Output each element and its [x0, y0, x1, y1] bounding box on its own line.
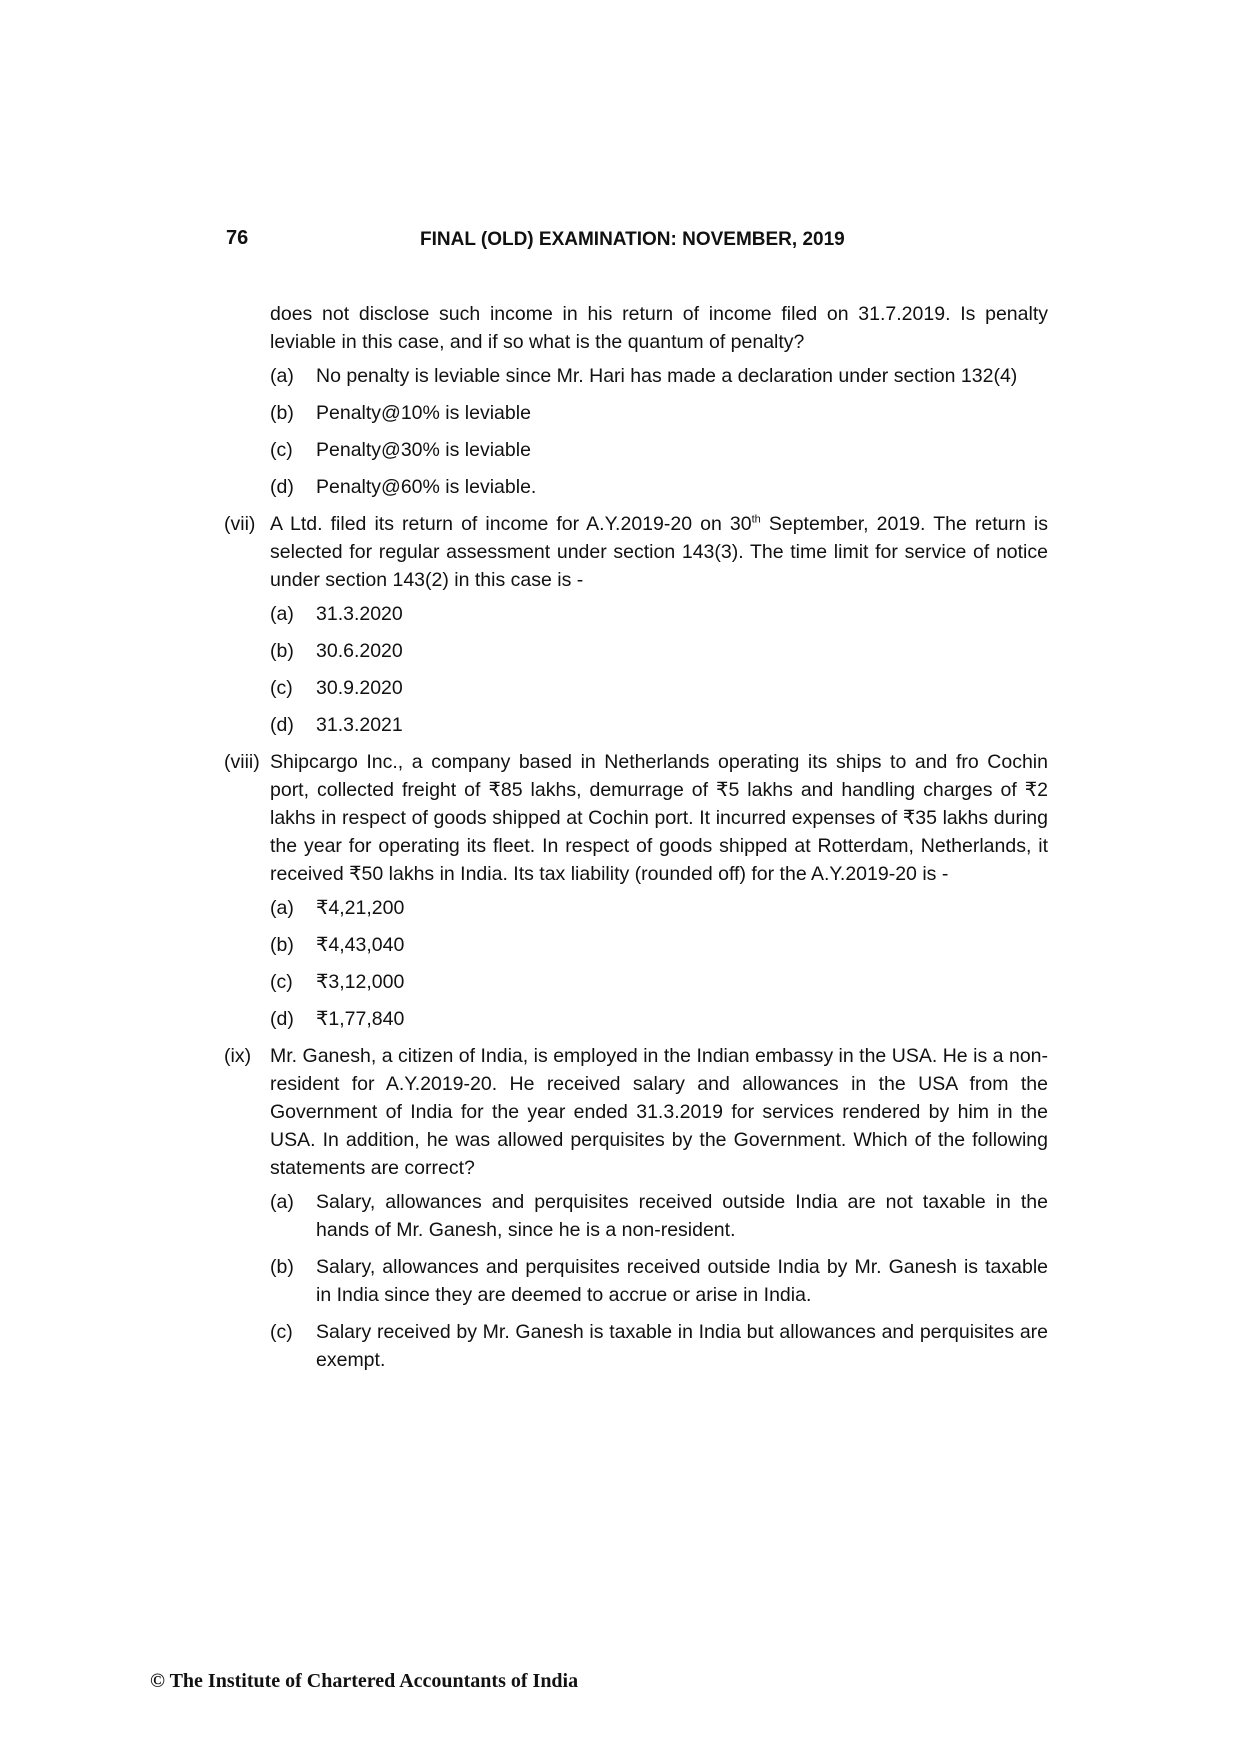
option: [270, 600, 1048, 628]
option-label: (a): [270, 603, 294, 625]
page-title: FINAL (OLD) EXAMINATION: NOVEMBER, 2019: [420, 229, 845, 250]
option-label: (a): [270, 365, 294, 387]
question-vii-options: [224, 600, 1048, 739]
question-text-part1: A Ltd. filed its return of income for A.Y.2019-20 on 30: [270, 513, 752, 535]
option: [270, 637, 1048, 665]
question-text: [270, 510, 1048, 594]
option-label: (c): [270, 1321, 293, 1343]
option-text: ₹4,43,040: [316, 934, 405, 956]
option-text: 31.3.2021: [316, 714, 403, 736]
option-label: (d): [270, 714, 294, 736]
option-label: (b): [270, 402, 294, 424]
question-number: (viii): [224, 751, 260, 773]
option: [270, 399, 1048, 427]
question-ix-options: [224, 1188, 1048, 1374]
question-text: Mr. Ganesh, a citizen of India, is employed in the Indian embassy in the USA. He is a non-resident for A.Y.2019-20. He received salary and allowances in the USA from the Government of India for the year ended 31.3.2019 for services rendered by him in the USA. In addition, he was allowed perquisites by the Government. Which of the following statements are correct?: [270, 1045, 1048, 1179]
question-text-part2: September, 2019. The return is selected for regular assessment under section 143(3). The time limit for service of notice under section 143(2) in this case is -: [270, 513, 1048, 591]
option: [270, 1188, 1048, 1244]
option-text: Salary received by Mr. Ganesh is taxable in India but allowances and perquisites are exempt.: [316, 1321, 1048, 1371]
option-text: No penalty is leviable since Mr. Hari has made a declaration under section 132(4): [316, 365, 1018, 387]
option: [270, 894, 1048, 922]
option-label: (d): [270, 1008, 294, 1030]
option-label: (b): [270, 1256, 294, 1278]
option: [270, 1253, 1048, 1309]
option-text: Penalty@10% is leviable: [316, 402, 531, 424]
question-number: (vii): [224, 513, 256, 535]
page-content: [224, 300, 1048, 1383]
question-number: (ix): [224, 1045, 252, 1067]
option: [270, 362, 1048, 390]
option-text: ₹3,12,000: [316, 971, 405, 993]
option-text: 30.9.2020: [316, 677, 403, 699]
option-text: Salary, allowances and perquisites received outside India by Mr. Ganesh is taxable in India since they are deemed to accrue or arise in India.: [316, 1256, 1048, 1306]
superscript: th: [751, 513, 761, 526]
option: [270, 674, 1048, 702]
option-text: ₹4,21,200: [316, 897, 405, 919]
option: [270, 1318, 1048, 1374]
option-text: Penalty@30% is leviable: [316, 439, 531, 461]
option: [270, 968, 1048, 996]
option-text: ₹1,77,840: [316, 1008, 405, 1030]
option-label: (a): [270, 897, 294, 919]
question-viii-options: [224, 894, 1048, 1033]
continuation-options: [224, 362, 1048, 501]
option-label: (b): [270, 934, 294, 956]
copyright-footer: © The Institute of Chartered Accountants of India: [150, 1670, 579, 1692]
question-text: Shipcargo Inc., a company based in Netherlands operating its ships to and fro Cochin port, collected freight of ₹85 lakhs, demurrage of ₹5 lakhs and handling charges of ₹2 lakhs in respect of goods shipped at Cochin port. It incurred expenses of ₹35 lakhs during the year for operating its fleet. In respect of goods shipped at Rotterdam, Netherlands, it received ₹50 lakhs in India. Its tax liability (rounded off) for the A.Y.2019-20 is -: [270, 751, 1048, 885]
page-number: 76: [226, 227, 249, 249]
option: [270, 436, 1048, 464]
option-text: 30.6.2020: [316, 640, 403, 662]
option-label: (c): [270, 971, 293, 993]
option: [270, 1005, 1048, 1033]
option-label: (c): [270, 677, 293, 699]
continuation-text: does not disclose such income in his return of income filed on 31.7.2019. Is penalty leviable in this case, and if so what is the quantum of penalty?: [270, 303, 1048, 353]
option: [270, 711, 1048, 739]
option-text: Salary, allowances and perquisites received outside India are not taxable in the hands of Mr. Ganesh, since he is a non-resident.: [316, 1191, 1048, 1241]
option-text: Penalty@60% is leviable.: [316, 476, 537, 498]
option-label: (a): [270, 1191, 294, 1213]
question-ix: [224, 1042, 1048, 1182]
option: [270, 473, 1048, 501]
option-label: (d): [270, 476, 294, 498]
option-text: 31.3.2020: [316, 603, 403, 625]
option-label: (b): [270, 640, 294, 662]
option: [270, 931, 1048, 959]
question-vii: [224, 510, 1048, 594]
question-viii: [224, 748, 1048, 888]
option-label: (c): [270, 439, 293, 461]
